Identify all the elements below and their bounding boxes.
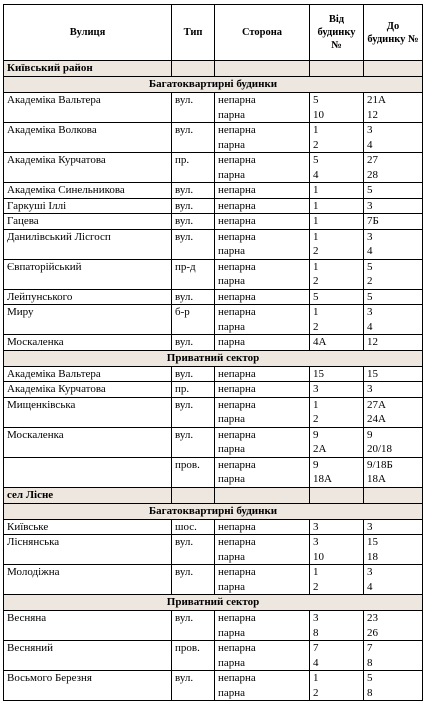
to-cell [364, 153, 423, 183]
from-value: 2 [313, 580, 319, 593]
section-row [4, 77, 423, 93]
street-type: вул. [172, 198, 215, 214]
to-value: 3 [367, 230, 373, 243]
from-value: 5 [313, 154, 319, 166]
from-value: 1 [313, 260, 319, 273]
from-value: 1 [313, 566, 319, 578]
side-value: непарна [218, 260, 256, 273]
from-cell [310, 305, 364, 335]
street-name: Академіка Курчатова [4, 153, 172, 183]
from-cell [310, 259, 364, 289]
side-value: непарна [218, 215, 256, 227]
empty-cell [215, 61, 310, 77]
street-type: вул. [172, 671, 215, 701]
side-cell [215, 183, 310, 199]
street-name: Гацева [4, 214, 172, 230]
to-cell [364, 397, 423, 427]
from-value: 2 [313, 245, 319, 257]
street-type: вул. [172, 93, 215, 123]
side-cell [215, 366, 310, 382]
side-value: непарна [218, 94, 256, 106]
table-row [4, 671, 423, 701]
to-value: 21А [367, 94, 386, 106]
from-cell [310, 93, 364, 123]
to-value: 12 [367, 108, 378, 121]
empty-cell [172, 487, 215, 503]
section-row [4, 350, 423, 366]
side-value: непарна [218, 367, 256, 380]
side-cell [215, 335, 310, 351]
from-cell [310, 335, 364, 351]
from-value: 4 [313, 168, 319, 181]
street-name: Весняний [4, 641, 172, 671]
table-row [4, 397, 423, 427]
header-street: Вулиця [4, 5, 172, 61]
street-name: Восьмого Березня [4, 671, 172, 701]
to-value: 12 [367, 336, 378, 348]
from-value: 1 [313, 306, 319, 318]
to-cell [364, 335, 423, 351]
from-value: 2 [313, 275, 319, 287]
side-value: парна [218, 443, 246, 455]
to-value: 3 [367, 124, 373, 136]
from-value: 1 [313, 672, 319, 684]
from-value: 18А [313, 473, 332, 485]
side-value: непарна [218, 230, 256, 243]
side-cell [215, 153, 310, 183]
side-value: непарна [218, 566, 256, 578]
from-value: 10 [313, 108, 324, 121]
street-name: Академіка Волкова [4, 123, 172, 153]
side-value: непарна [218, 642, 256, 654]
street-type: пров. [172, 641, 215, 671]
table-row [4, 153, 423, 183]
from-value: 1 [313, 124, 319, 136]
table-row [4, 611, 423, 641]
from-cell [310, 671, 364, 701]
from-value: 3 [313, 520, 319, 533]
from-value: 7 [313, 642, 319, 654]
to-value: 3 [367, 383, 373, 395]
table-row [4, 427, 423, 457]
to-value: 5 [367, 290, 373, 303]
from-cell [310, 535, 364, 565]
to-value: 18 [367, 550, 378, 563]
side-cell [215, 229, 310, 259]
from-cell [310, 565, 364, 595]
side-value: непарна [218, 306, 256, 318]
to-cell [364, 519, 423, 535]
side-value: непарна [218, 124, 256, 136]
to-cell [364, 93, 423, 123]
header-side: Сторона [215, 5, 310, 61]
side-cell [215, 305, 310, 335]
table-row [4, 183, 423, 199]
street-name: Академіка Курчатова [4, 382, 172, 398]
empty-cell [310, 61, 364, 77]
side-value: непарна [218, 383, 256, 395]
to-cell [364, 535, 423, 565]
from-value: 8 [313, 626, 319, 639]
district-row [4, 61, 423, 77]
section-title: Багатоквартирні будинки [4, 503, 423, 519]
from-value: 4 [313, 656, 319, 669]
to-value: 3 [367, 199, 373, 212]
empty-cell [310, 487, 364, 503]
to-value: 15 [367, 367, 378, 380]
to-value: 18А [367, 473, 386, 485]
street-name: Лейпунського [4, 289, 172, 305]
to-value: 5 [367, 672, 373, 684]
from-value: 9 [313, 458, 319, 471]
side-value: парна [218, 413, 246, 425]
from-cell [310, 229, 364, 259]
side-cell [215, 565, 310, 595]
to-value: 15 [367, 536, 378, 548]
street-type: вул. [172, 123, 215, 153]
from-cell [310, 427, 364, 457]
to-cell [364, 229, 423, 259]
to-value: 5 [367, 260, 373, 273]
empty-cell [215, 487, 310, 503]
header-from: Від будинку № [310, 5, 364, 61]
from-value: 1 [313, 199, 319, 212]
to-cell [364, 565, 423, 595]
district-name: Київський район [4, 61, 172, 77]
side-cell [215, 123, 310, 153]
street-name: Академіка Вальтера [4, 366, 172, 382]
to-value: 9/18Б [367, 458, 393, 471]
to-value: 23 [367, 612, 378, 624]
empty-cell [364, 487, 423, 503]
side-value: парна [218, 626, 246, 639]
street-name: Євпаторійський [4, 259, 172, 289]
to-value: 8 [367, 656, 373, 669]
from-value: 1 [313, 398, 319, 411]
table-row [4, 565, 423, 595]
to-cell [364, 671, 423, 701]
table-row [4, 382, 423, 398]
side-cell [215, 198, 310, 214]
to-value: 4 [367, 138, 373, 151]
district-name: сел Лісне [4, 487, 172, 503]
from-value: 9 [313, 428, 319, 441]
from-value: 2 [313, 413, 319, 425]
street-name: Москаленка [4, 335, 172, 351]
street-name: Київське [4, 519, 172, 535]
from-value: 2 [313, 138, 319, 151]
street-type: вул. [172, 289, 215, 305]
side-cell [215, 535, 310, 565]
side-value: парна [218, 336, 246, 348]
street-name: Гаркуші Іллі [4, 198, 172, 214]
to-cell [364, 289, 423, 305]
side-value: парна [218, 550, 246, 563]
table-row [4, 289, 423, 305]
from-cell [310, 519, 364, 535]
side-cell [215, 214, 310, 230]
to-cell [364, 611, 423, 641]
header-to: До будинку № [364, 5, 423, 61]
street-name: Молодіжна [4, 565, 172, 595]
to-value: 4 [367, 245, 373, 257]
table-row [4, 519, 423, 535]
to-cell [364, 214, 423, 230]
side-value: парна [218, 580, 246, 593]
to-cell [364, 382, 423, 398]
street-type: вул. [172, 397, 215, 427]
from-cell [310, 123, 364, 153]
side-cell [215, 289, 310, 305]
table-row [4, 366, 423, 382]
side-value: непарна [218, 199, 256, 212]
to-cell [364, 183, 423, 199]
to-value: 5 [367, 184, 373, 196]
from-value: 3 [313, 383, 319, 395]
to-cell [364, 123, 423, 153]
section-title: Приватний сектор [4, 595, 423, 611]
section-title: Багатоквартирні будинки [4, 77, 423, 93]
from-value: 1 [313, 215, 319, 227]
from-value: 1 [313, 184, 319, 196]
to-cell [364, 259, 423, 289]
side-value: парна [218, 168, 246, 181]
table-body [4, 61, 423, 701]
street-type: вул. [172, 427, 215, 457]
side-cell [215, 397, 310, 427]
section-row [4, 503, 423, 519]
section-row [4, 595, 423, 611]
side-value: непарна [218, 672, 256, 684]
from-value: 3 [313, 612, 319, 624]
street-type: пр. [172, 153, 215, 183]
table-row [4, 641, 423, 671]
to-value: 27А [367, 398, 386, 411]
street-name: Академіка Синельникова [4, 183, 172, 199]
to-value: 7 [367, 642, 373, 654]
to-value: 4 [367, 320, 373, 333]
street-ranges-table [3, 4, 423, 701]
to-cell [364, 427, 423, 457]
street-type: шос. [172, 519, 215, 535]
street-type: пр. [172, 382, 215, 398]
side-value: парна [218, 138, 246, 151]
to-value: 3 [367, 306, 373, 318]
table-row [4, 335, 423, 351]
side-cell [215, 519, 310, 535]
side-value: парна [218, 686, 246, 699]
street-type: вул. [172, 335, 215, 351]
to-value: 26 [367, 626, 378, 639]
header-row [4, 5, 423, 61]
from-cell [310, 641, 364, 671]
side-value: парна [218, 473, 246, 485]
table-row [4, 214, 423, 230]
street-name: Ліснянська [4, 535, 172, 565]
side-cell [215, 427, 310, 457]
table-row [4, 259, 423, 289]
from-cell [310, 382, 364, 398]
from-cell [310, 397, 364, 427]
side-value: непарна [218, 428, 256, 441]
from-cell [310, 289, 364, 305]
from-value: 5 [313, 290, 319, 303]
street-name: Мищенківська [4, 397, 172, 427]
side-cell [215, 93, 310, 123]
street-name [4, 457, 172, 487]
side-value: парна [218, 320, 246, 333]
side-value: непарна [218, 458, 256, 471]
table-row [4, 93, 423, 123]
street-type: пров. [172, 457, 215, 487]
to-value: 24А [367, 413, 386, 425]
from-value: 5 [313, 94, 319, 106]
street-name: Миру [4, 305, 172, 335]
street-name: Данилівський Лісгосп [4, 229, 172, 259]
to-value: 7Б [367, 215, 379, 227]
to-cell [364, 305, 423, 335]
from-value: 10 [313, 550, 324, 563]
side-value: парна [218, 108, 246, 121]
from-cell [310, 457, 364, 487]
from-value: 15 [313, 367, 324, 380]
street-type: вул. [172, 565, 215, 595]
street-type: вул. [172, 611, 215, 641]
street-type: вул. [172, 535, 215, 565]
street-type: вул. [172, 366, 215, 382]
from-value: 2 [313, 320, 319, 333]
to-cell [364, 457, 423, 487]
to-value: 3 [367, 520, 373, 533]
street-type: б-р [172, 305, 215, 335]
to-cell [364, 366, 423, 382]
from-value: 2 [313, 686, 319, 699]
street-name: Академіка Вальтера [4, 93, 172, 123]
side-cell [215, 259, 310, 289]
from-cell [310, 183, 364, 199]
street-type: вул. [172, 214, 215, 230]
street-type: вул. [172, 183, 215, 199]
side-value: парна [218, 245, 246, 257]
side-cell [215, 382, 310, 398]
side-cell [215, 457, 310, 487]
from-cell [310, 366, 364, 382]
table-row [4, 123, 423, 153]
to-cell [364, 641, 423, 671]
district-row [4, 487, 423, 503]
section-title: Приватний сектор [4, 350, 423, 366]
to-value: 2 [367, 275, 373, 287]
side-value: парна [218, 275, 246, 287]
side-value: непарна [218, 154, 256, 166]
table-row [4, 535, 423, 565]
table-row [4, 305, 423, 335]
side-value: непарна [218, 398, 256, 411]
from-value: 2А [313, 443, 327, 455]
empty-cell [364, 61, 423, 77]
from-cell [310, 611, 364, 641]
side-value: непарна [218, 536, 256, 548]
empty-cell [172, 61, 215, 77]
from-value: 1 [313, 230, 319, 243]
from-cell [310, 214, 364, 230]
to-value: 9 [367, 428, 373, 441]
street-type: пр-д [172, 259, 215, 289]
to-value: 8 [367, 686, 373, 699]
table-row [4, 198, 423, 214]
side-cell [215, 611, 310, 641]
side-value: непарна [218, 612, 256, 624]
to-value: 20/18 [367, 443, 393, 455]
side-value: непарна [218, 520, 256, 533]
side-cell [215, 671, 310, 701]
to-value: 27 [367, 154, 378, 166]
street-name: Москаленка [4, 427, 172, 457]
street-type: вул. [172, 229, 215, 259]
side-cell [215, 641, 310, 671]
from-cell [310, 153, 364, 183]
table-row [4, 229, 423, 259]
from-cell [310, 198, 364, 214]
side-value: непарна [218, 184, 256, 196]
to-cell [364, 198, 423, 214]
to-value: 3 [367, 566, 373, 578]
from-value: 4А [313, 336, 327, 348]
table-row [4, 457, 423, 487]
street-name: Весняна [4, 611, 172, 641]
to-value: 4 [367, 580, 373, 593]
header-type: Тип [172, 5, 215, 61]
side-value: парна [218, 656, 246, 669]
to-value: 28 [367, 168, 378, 181]
side-value: непарна [218, 290, 256, 303]
from-value: 3 [313, 536, 319, 548]
